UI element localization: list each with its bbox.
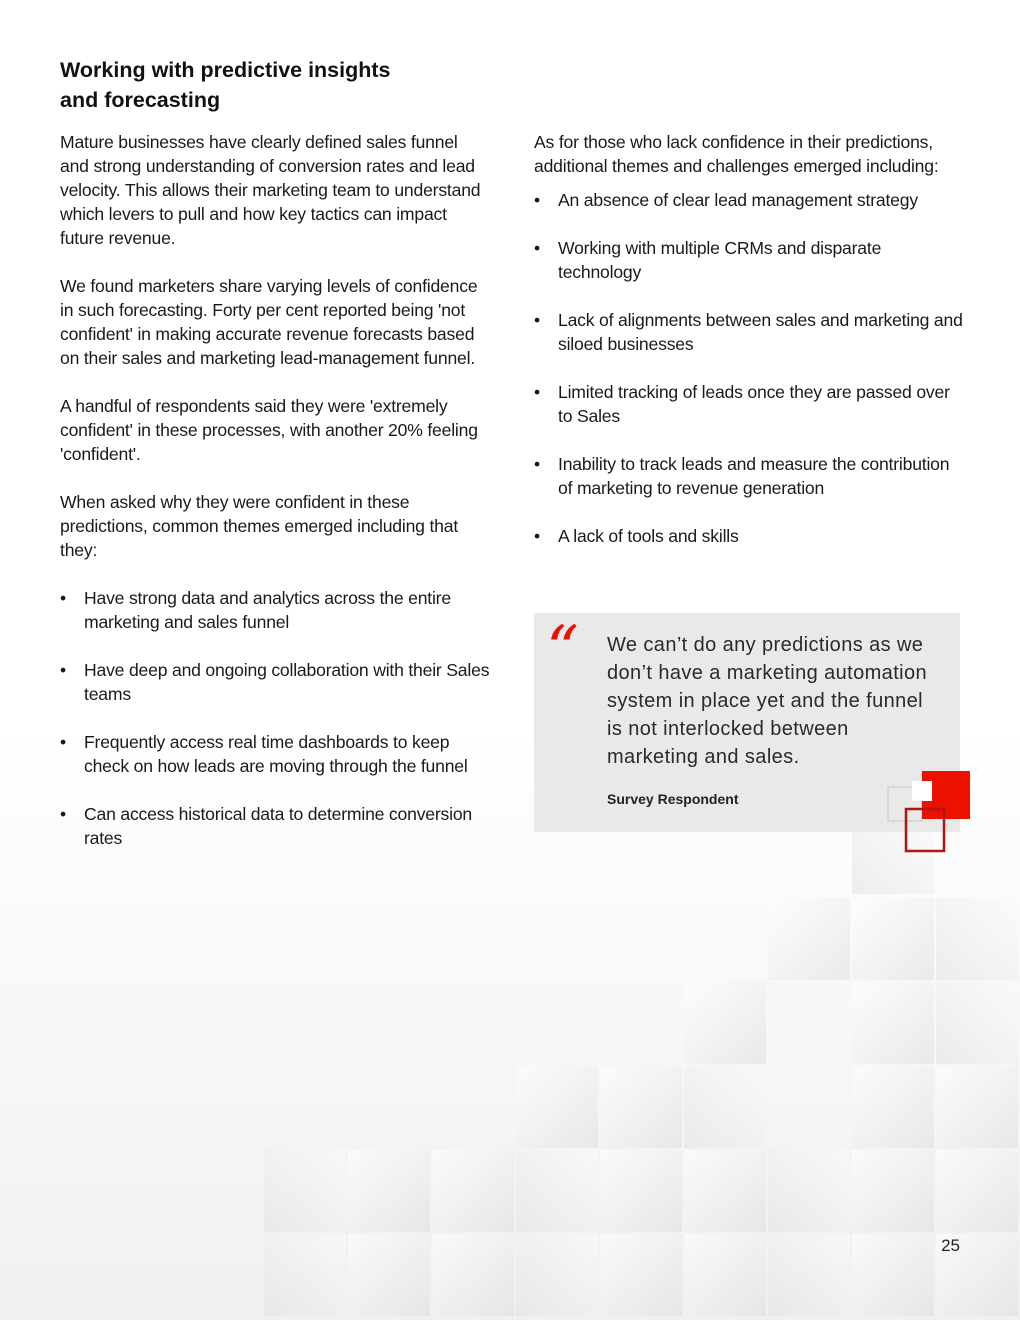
list-item-text: A lack of tools and skills <box>558 526 739 546</box>
bullet-icon: • <box>534 382 540 402</box>
list-item <box>60 730 490 778</box>
challenges-list <box>534 188 964 548</box>
quote-attribution: Survey Respondent <box>607 791 739 807</box>
body-paragraph: Mature businesses have clearly defined sales funnel and strong understanding of conversion rates and lead velocity. This allows their marketing team to understand which levers to pull and how key tactics can impact future revenue. <box>60 132 481 248</box>
heading-line-1: Working with predictive insights <box>60 58 391 82</box>
list-item-text: An absence of clear lead management strategy <box>558 190 918 210</box>
list-item-text: Can access historical data to determine conversion rates <box>84 804 473 848</box>
list-item <box>534 188 964 212</box>
bullet-icon: • <box>60 588 66 608</box>
list-item-text: Lack of alignments between sales and marketing and siloed businesses <box>558 310 963 354</box>
left-column <box>60 130 490 874</box>
body-paragraph: As for those who lack confidence in their predictions, additional themes and challenges emerged including: <box>534 132 939 176</box>
list-item <box>534 452 964 500</box>
heading-line-2: and forecasting <box>60 88 221 112</box>
list-item <box>534 380 964 428</box>
list-item-text: Frequently access real time dashboards to keep check on how leads are moving through the funnel <box>84 732 468 776</box>
right-column <box>534 130 964 572</box>
bullet-icon: • <box>534 238 540 258</box>
body-paragraph: A handful of respondents said they were 'extremely confident' in these processes, with another 20% feeling 'confident'. <box>60 396 478 464</box>
quotation-mark-icon: “ <box>546 613 579 687</box>
list-item-text: Limited tracking of leads once they are passed over to Sales <box>558 382 950 426</box>
list-item <box>60 586 490 634</box>
list-item <box>60 658 490 706</box>
body-paragraph: When asked why they were confident in these predictions, common themes emerged including that they: <box>60 492 459 560</box>
confidence-reasons-list <box>60 586 490 850</box>
bullet-icon: • <box>534 190 540 210</box>
deco-filled-square-white <box>912 781 932 801</box>
list-item-text: Working with multiple CRMs and disparate technology <box>558 238 882 282</box>
decorative-squares-icon <box>886 770 972 854</box>
bullet-icon: • <box>60 804 66 824</box>
list-item <box>534 524 964 548</box>
list-item-text: Have deep and ongoing collaboration with their Sales teams <box>84 660 490 704</box>
bullet-icon: • <box>534 310 540 330</box>
quote-text: We can’t do any predictions as we don’t have a marketing automation system in place yet and the funnel is not interlocked between marketing and sales. <box>607 634 928 768</box>
list-item <box>534 236 964 284</box>
list-item-text: Have strong data and analytics across the entire marketing and sales funnel <box>84 588 451 632</box>
page-number: 25 <box>941 1236 960 1255</box>
list-item <box>534 308 964 356</box>
list-item-text: Inability to track leads and measure the contribution of marketing to revenue generation <box>558 454 950 498</box>
bullet-icon: • <box>534 454 540 474</box>
section-heading <box>60 55 480 115</box>
body-paragraph: We found marketers share varying levels of confidence in such forecasting. Forty per cent reported being 'not confident' in making accurate revenue forecasts based on their sales and marketing lead-management funnel. <box>60 276 478 368</box>
bullet-icon: • <box>60 732 66 752</box>
bullet-icon: • <box>60 660 66 680</box>
bullet-icon: • <box>534 526 540 546</box>
list-item <box>60 802 490 850</box>
